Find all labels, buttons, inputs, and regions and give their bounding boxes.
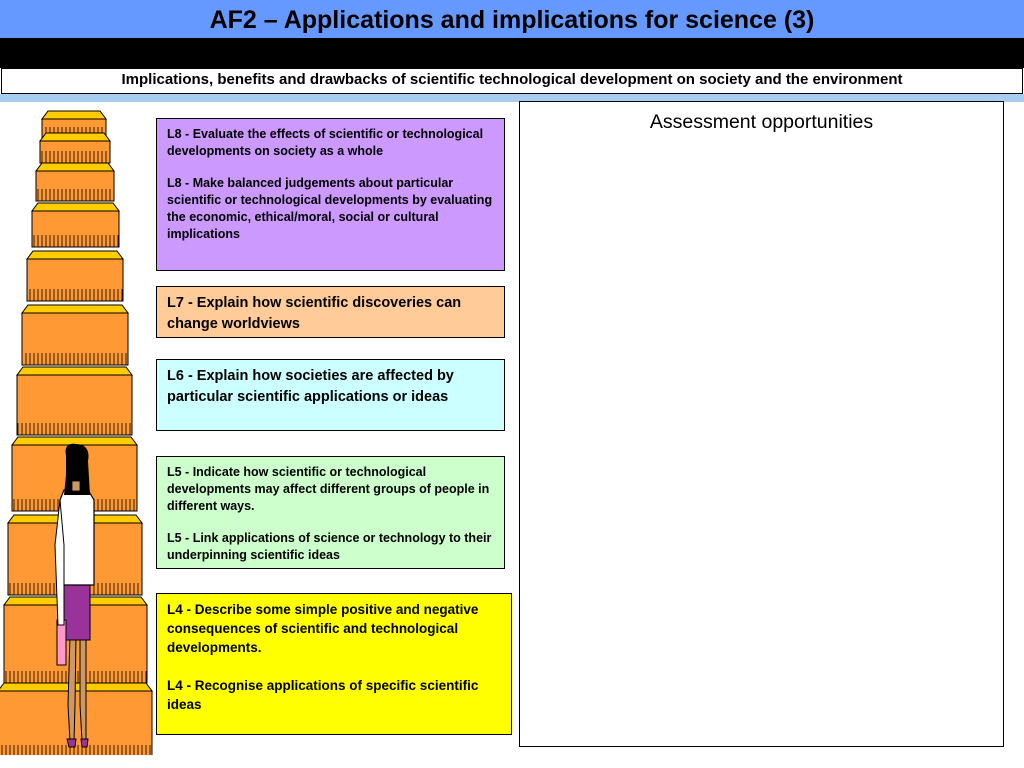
staircase-fringe	[36, 189, 114, 201]
staircase-tread	[27, 251, 123, 259]
staircase-fringe	[22, 353, 128, 365]
level-8-text-2: L8 - Make balanced judgements about particular scientific or technological developments by evaluating the economic, ethical/moral, social or cultural implications	[167, 176, 493, 241]
level-7-box	[156, 286, 505, 338]
staircase-tread	[17, 367, 132, 375]
assessment-title: Assessment opportunities	[649, 111, 874, 133]
level-6-box	[156, 359, 505, 431]
level-8-box	[156, 118, 505, 271]
staircase-fringe	[27, 289, 123, 301]
staircase-tread	[40, 133, 110, 141]
level-5-text-2: L5 - Link applications of science or technology to their underpinning scientific ideas	[167, 531, 492, 562]
page-title: AF2 – Applications and implications for science (3)	[0, 0, 1024, 38]
staircase-fringe	[17, 423, 132, 435]
staircase-tread	[12, 437, 137, 445]
staircase-tread	[0, 683, 152, 691]
staircase-with-person-icon	[0, 105, 160, 755]
level-7-text-1: L7 - Explain how scientific discoveries can change worldviews	[167, 295, 462, 332]
staircase-tread	[36, 163, 114, 171]
staircase-fringe	[40, 151, 110, 163]
staircase-fringe	[32, 235, 119, 247]
level-4-text-2: L4 - Recognise applications of specific scientific ideas	[167, 678, 479, 712]
header-black-band	[0, 38, 1024, 68]
staircase-tread	[42, 111, 106, 119]
staircase-tread	[22, 305, 128, 313]
staircase-fringe	[0, 745, 152, 755]
level-4-box	[156, 593, 512, 735]
level-6-text-1: L6 - Explain how societies are affected by particular scientific applications or ideas	[167, 368, 454, 405]
staircase-tread	[32, 203, 119, 211]
level-5-box	[156, 456, 505, 569]
level-8-text-1: L8 - Evaluate the effects of scientific or technological developments on society as a whole	[167, 127, 484, 158]
level-4-text-1: L4 - Describe some simple positive and negative consequences of scientific and technological developments.	[167, 602, 479, 655]
assessment-panel	[519, 101, 1004, 747]
level-5-text-1: L5 - Indicate how scientific or technological developments may affect different groups of people in different ways.	[167, 465, 490, 513]
page-subtitle: Implications, benefits and drawbacks of scientific technological development on society and the environment	[1, 68, 1023, 94]
